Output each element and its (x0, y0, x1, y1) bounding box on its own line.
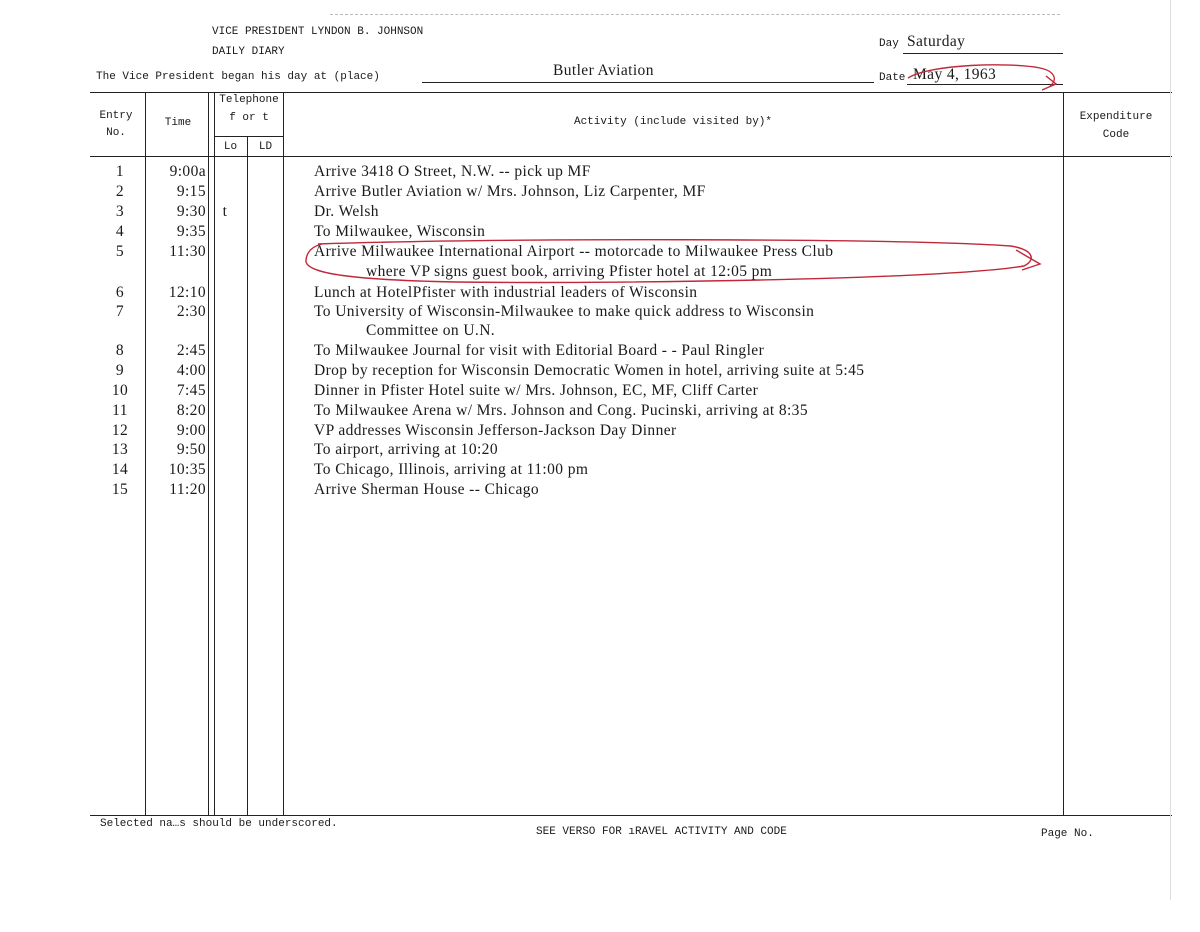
entry-no: 2 (115, 183, 125, 200)
entry-no: 4 (115, 223, 125, 240)
col-header-ld: LD (258, 141, 273, 153)
entry-time: 9:35 (176, 223, 206, 240)
scan-edge (330, 14, 1060, 15)
header-bottom-border (90, 156, 1172, 157)
col-header-code: Code (1102, 129, 1130, 141)
entry-no: 11 (112, 402, 128, 419)
entry-no: 13 (111, 441, 129, 458)
entry-activity: Dr. Welsh (314, 203, 379, 220)
entry-time: 9:00 (176, 422, 206, 439)
col-divider-time (208, 92, 209, 816)
entry-activity: To University of Wisconsin-Milwaukee to make quick address to Wisconsin (314, 303, 815, 320)
entry-no: 1 (115, 163, 125, 180)
entry-activity-continued: Committee on U.N. (366, 322, 496, 339)
place-value: Butler Aviation (553, 62, 654, 79)
entry-activity: To Milwaukee, Wisconsin (314, 223, 486, 240)
began-label: The Vice President began his day at (place) (96, 71, 380, 83)
entry-activity: To Milwaukee Journal for visit with Editorial Board - - Paul Ringler (314, 342, 765, 359)
entry-time: 10:35 (168, 461, 206, 478)
entry-no: 15 (111, 481, 129, 498)
col-header-activity: Activity (include visited by)* (573, 116, 773, 128)
entry-activity: Dinner in Pfister Hotel suite w/ Mrs. Johnson, EC, MF, Cliff Carter (314, 382, 759, 399)
entry-no: 14 (111, 461, 129, 478)
telephone-subheader-line (214, 136, 284, 137)
entry-no: 6 (115, 284, 125, 301)
col-divider-ld (283, 92, 284, 816)
col-divider-activity (1063, 92, 1064, 816)
col-divider-tel (214, 92, 215, 816)
col-header-lo: Lo (223, 141, 238, 153)
verso-note: SEE VERSO FOR ıRAVEL ACTIVITY AND CODE (536, 826, 787, 838)
page-edge (1170, 0, 1171, 900)
entry-activity-continued: where VP signs guest book, arriving Pfister hotel at 12:05 pm (366, 263, 773, 280)
entry-no: 9 (115, 362, 125, 379)
col-header-telephone: Telephone (219, 94, 279, 106)
date-value: May 4, 1963 (913, 66, 997, 83)
entry-time: 4:00 (176, 362, 206, 379)
day-underline (903, 53, 1063, 54)
day-label: Day (879, 38, 899, 50)
entry-time: 8:20 (176, 402, 206, 419)
entry-activity: VP addresses Wisconsin Jefferson-Jackson Day Dinner (314, 422, 677, 439)
date-label: Date (879, 72, 906, 84)
col-header-entry: Entry (99, 110, 133, 122)
entry-activity: Drop by reception for Wisconsin Democratic Women in hotel, arriving suite at 5:45 (314, 362, 865, 379)
entry-activity: Arrive Sherman House -- Chicago (314, 481, 540, 498)
entry-no: 8 (115, 342, 125, 359)
col-header-entry-no: No. (106, 127, 126, 139)
office-title: VICE PRESIDENT LYNDON B. JOHNSON (212, 26, 424, 38)
entry-no: 3 (115, 203, 125, 220)
entry-time: 9:15 (176, 183, 206, 200)
entry-tel-type: t (222, 203, 228, 220)
col-header-expenditure: Expenditure (1079, 111, 1153, 123)
entry-time: 7:45 (176, 382, 206, 399)
col-divider-entry (145, 92, 146, 816)
entry-time: 9:50 (176, 441, 206, 458)
place-underline (422, 82, 874, 83)
entry-time: 2:45 (176, 342, 206, 359)
entry-activity: To Chicago, Illinois, arriving at 11:00 pm (314, 461, 589, 478)
entry-activity: To airport, arriving at 10:20 (314, 441, 498, 458)
page-number-label: Page No. (1041, 828, 1094, 840)
entry-activity: Arrive 3418 O Street, N.W. -- pick up MF (314, 163, 591, 180)
entry-time: 11:20 (169, 481, 206, 498)
entry-activity: To Milwaukee Arena w/ Mrs. Johnson and Cong. Pucinski, arriving at 8:35 (314, 402, 808, 419)
entry-time: 12:10 (168, 284, 206, 301)
col-header-f-or-t: f or t (229, 112, 269, 124)
entry-activity: Lunch at HotelPfister with industrial leaders of Wisconsin (314, 284, 698, 301)
entry-activity: Arrive Butler Aviation w/ Mrs. Johnson, Liz Carpenter, MF (314, 183, 706, 200)
diary-title: DAILY DIARY (212, 46, 285, 58)
entry-no: 10 (111, 382, 129, 399)
col-header-time: Time (164, 117, 192, 129)
entry-time: 9:00a (169, 163, 206, 180)
day-value: Saturday (907, 33, 966, 50)
entry-no: 7 (115, 303, 125, 320)
date-underline (907, 84, 1063, 85)
col-divider-lo (247, 136, 248, 816)
entry-time: 2:30 (176, 303, 206, 320)
entry-no: 12 (111, 422, 129, 439)
entry-time: 11:30 (169, 243, 206, 260)
entry-time: 9:30 (176, 203, 206, 220)
names-note: Selected na…s should be underscored. (100, 818, 338, 830)
entry-activity: Arrive Milwaukee International Airport -- motorcade to Milwaukee Press Club (314, 243, 834, 260)
entry-no: 5 (115, 243, 125, 260)
table-top-border (90, 92, 1172, 93)
table-bottom-border (90, 815, 1172, 816)
